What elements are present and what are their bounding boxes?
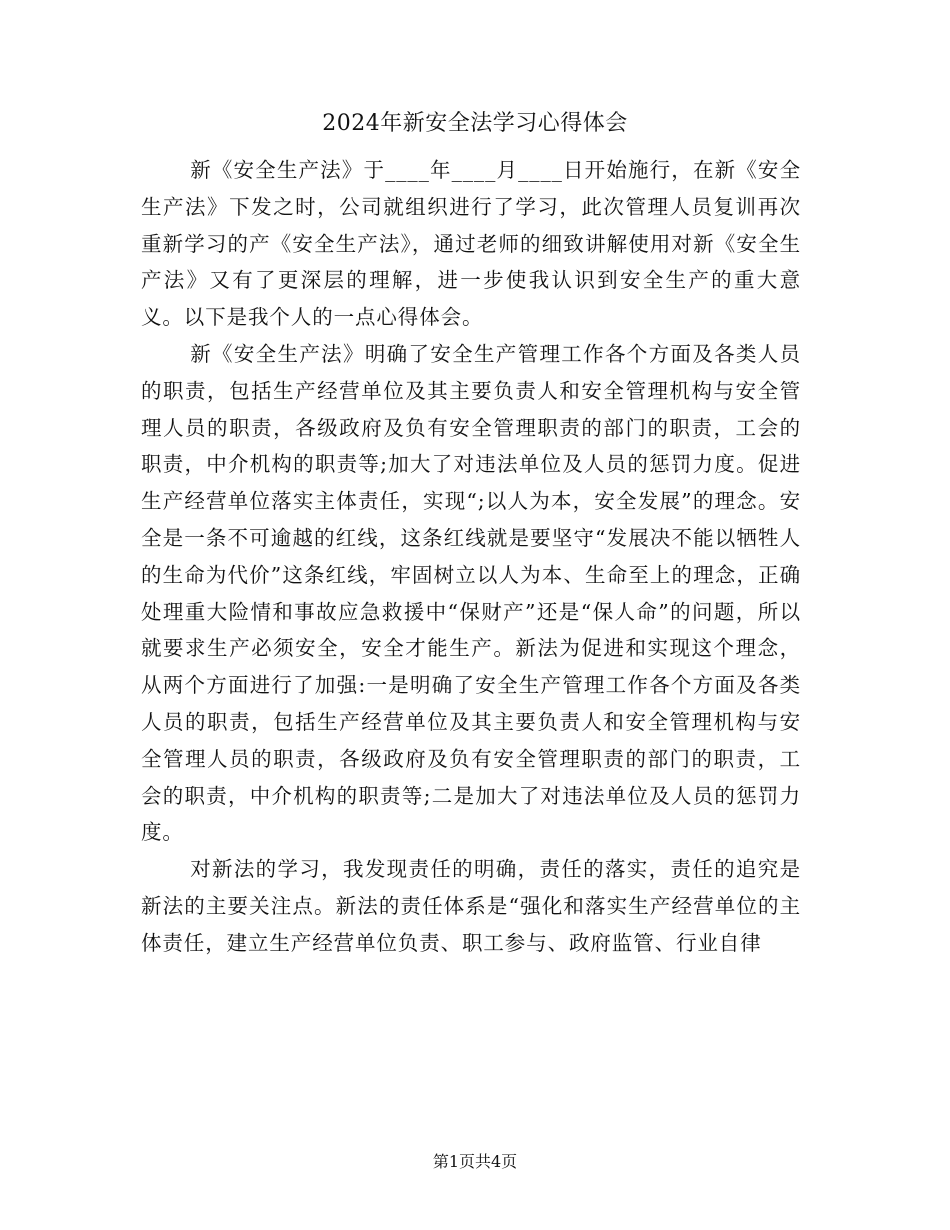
paragraph-2: 新《安全生产法》明确了安全生产管理工作各个方面及各类人员的职责，包括生产经营单位及其主要负责人和安全管理机构与安全管理人员的职责，各级政府及负有安全管理职责的部门的职责，工会的职责，中介机构的职责等;加大了对违法单位及人员的惩罚力度。促进生产经营单位落实主体责任，实现“;以人为本，安全发展”的理念。安全是一条不可逾越的红线，这条红线就是要坚守“发展决不能以牺牲人的生命为代价”这条红线，牢固树立以人为本、生命至上的理念，正确处理重大险情和事故应急救援中“保财产”还是“保人命”的问题，所以就要求生产必须安全，安全才能生产。新法为促进和实现这个理念，从两个方面进行了加强:一是明确了安全生产管理工作各个方面及各类人员的职责，包括生产经营单位及其主要负责人和安全管理机构与安全管理人员的职责，各级政府及负有安全管理职责的部门的职责，工会的职责，中介机构的职责等;二是加大了对违法单位及人员的惩罚力度。 xyxy=(141,341,801,845)
page-number: 第1页共4页 xyxy=(432,1152,518,1171)
document-body xyxy=(141,152,801,962)
paragraph-3: 对新法的学习，我发现责任的明确，责任的落实，责任的追究是新法的主要关注点。新法的责任体系是“强化和落实生产经营单位的主体责任，建立生产经营单位负责、职工参与、政府监管、行业自律 xyxy=(141,857,801,955)
document-title: 2024年新安全法学习心得体会 xyxy=(322,111,628,136)
paragraph-1: 新《安全生产法》于____年____月____日开始施行，在新《安全生产法》下发之时，公司就组织进行了学习，此次管理人员复训再次重新学习的产《安全生产法》，通过老师的细致讲解使用对新《安全生产法》又有了更深层的理解，进一步使我认识到安全生产的重大意义。以下是我个人的一点心得体会。 xyxy=(141,158,801,330)
